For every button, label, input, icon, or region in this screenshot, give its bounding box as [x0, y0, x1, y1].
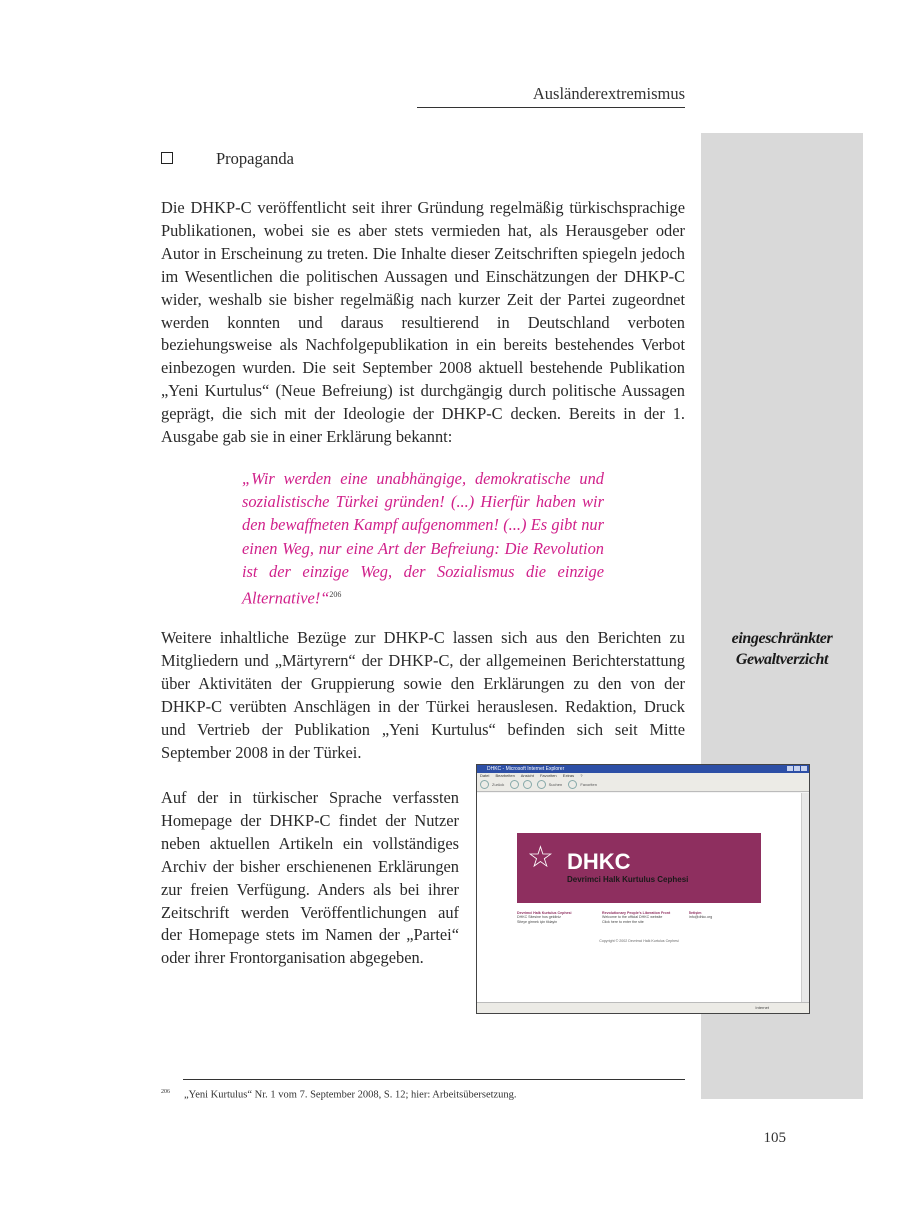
status-text: Internet	[755, 1005, 769, 1010]
menu-item: Favoriten	[539, 773, 557, 778]
quote-text: „Wir werden eine unabhängige, demokratische und sozialistische Türkei gründen! (...) Hierfür haben wir den bewaffneten Kampf aufgenommen! (...) Es gibt nur einen Weg, nur eine Art der Befreiung: Die Revolution ist der einzige Weg, der Sozialismus die einzige Alternative!“	[242, 469, 604, 608]
menu-item: Datei	[480, 773, 490, 778]
minimize-icon	[787, 766, 793, 771]
refresh-icon	[523, 780, 532, 789]
column-title: Devrimci Halk Kurtulus Cephesi	[517, 911, 572, 915]
browser-viewport	[477, 793, 801, 1003]
search-icon	[537, 780, 546, 789]
margin-note: eingeschränkter Gewaltverzicht	[731, 630, 833, 668]
footnote	[161, 1089, 691, 1101]
menu-item: Extras	[562, 773, 575, 778]
menu-item: Bearbeiten	[495, 773, 515, 778]
paragraph-references: Weitere inhaltliche Bezüge zur DHKP-C lassen sich aus den Berichten zu Mitgliedern und „Märtyrern“ der DHKP-C, der allgemeinen Berichterstattung über Aktivitäten der Gruppierung sowie den Erklärungen zu den von der DHKP-C verübten Anschlägen in der Türkei herauslesen. Redaktion, Druck und Vertrieb der Publikation „Yeni Kurtulus“ befinden sich seit Mitte September 2008 in der Türkei.	[161, 628, 685, 762]
block-quote	[242, 467, 604, 610]
column-line: Click here to enter the site	[602, 919, 644, 924]
window-title-bar	[477, 765, 809, 773]
menu-item: ?	[580, 773, 583, 778]
browser-status-bar	[477, 1002, 809, 1013]
browser-toolbar	[477, 779, 809, 792]
column-line: Welcome to the official DHKC website	[602, 915, 663, 920]
star-logo-icon: ☆	[527, 841, 554, 874]
footnote-number: 206	[161, 1089, 170, 1095]
window-title: DHKC - Microsoft Internet Explorer	[487, 766, 565, 772]
running-head-rule	[417, 107, 685, 108]
column-line: Siteye girmek için tiklayin	[517, 919, 558, 924]
footnote-reference: 206	[329, 590, 342, 600]
site-column	[517, 911, 595, 924]
search-label: Suchen	[548, 782, 563, 787]
window-controls	[786, 766, 807, 772]
site-banner	[517, 833, 761, 903]
favorites-label: Favoriten	[580, 782, 597, 787]
browser-scrollbar	[801, 793, 809, 1003]
column-title: İletişim	[689, 911, 702, 915]
menu-item: Ansicht	[520, 773, 534, 778]
back-label: Zurück	[492, 782, 505, 787]
close-icon	[801, 766, 807, 771]
page-number: 105	[763, 1130, 786, 1146]
column-line: info@dhkc.org	[689, 915, 713, 920]
paragraph-intro: Die DHKP-C veröffentlicht seit ihrer Gründung regelmäßig türkischsprachige Publikationen, wobei sie es aber stets vermieden hat, als Herausgeber oder Autor in Erscheinung zu treten. Die Inhalte dieser Zeitschriften spiegeln jedoch im Wesentlichen die politischen Aussagen und Einschätzungen der DHKP-C wider, weshalb sie bisher regelmäßig nach kurzer Zeit der Partei zugeordnet werden konnten und daraus resultierend in Deutschland verboten beziehungsweise als Nachfolgepublikation in ein bereits bestehendes Verbot einbezogen wurden. Die seit September 2008 aktuell bestehende Publikation „Yeni Kurtulus“ (Neue Befreiung) ist durchgängig durch politische Aussagen geprägt, die sich mit der Ideologie der DHKP-C decken. Bereits in der 1. Ausgabe gab sie in einer Erklärung bekannt:	[161, 198, 685, 447]
column-title: Revolutionary People's Liberation Front	[602, 911, 671, 915]
maximize-icon	[794, 766, 800, 771]
forward-icon	[510, 780, 519, 789]
paragraph-homepage: Auf der in türkischer Sprache verfassten Homepage der DHKP-C findet der Nutzer neben aktuellen Artikeln ein vollständiges Archiv der bisher erschienenen Erklärungen zur freien Verfügung. Anders als bei ihrer Zeitschrift werden Veröffentlichungen auf der Homepage stets im Namen der „Partei“ oder ihrer Frontorganisation abgegeben.	[161, 788, 459, 968]
footnote-rule	[183, 1079, 685, 1080]
section-heading: Propaganda	[216, 149, 294, 168]
running-head: Ausländerextremismus	[532, 84, 685, 103]
checkbox-bullet-icon	[161, 152, 173, 164]
site-column	[689, 911, 749, 920]
footnote-text: „Yeni Kurtulus“ Nr. 1 vom 7. September 2008, S. 12; hier: Arbeitsübersetzung.	[184, 1089, 517, 1101]
browser-screenshot	[476, 764, 810, 1014]
site-subtitle: Devrimci Halk Kurtulus Cephesi	[567, 875, 689, 884]
back-icon	[480, 780, 489, 789]
column-line: DHKC Sitesine hos geldiniz	[517, 915, 561, 920]
site-column	[602, 911, 682, 924]
site-name: DHKC	[567, 849, 631, 874]
site-copyright: Copyright © 2002 Devrimci Halk Kurtulus Cephesi	[599, 939, 679, 943]
star-icon	[568, 780, 577, 789]
